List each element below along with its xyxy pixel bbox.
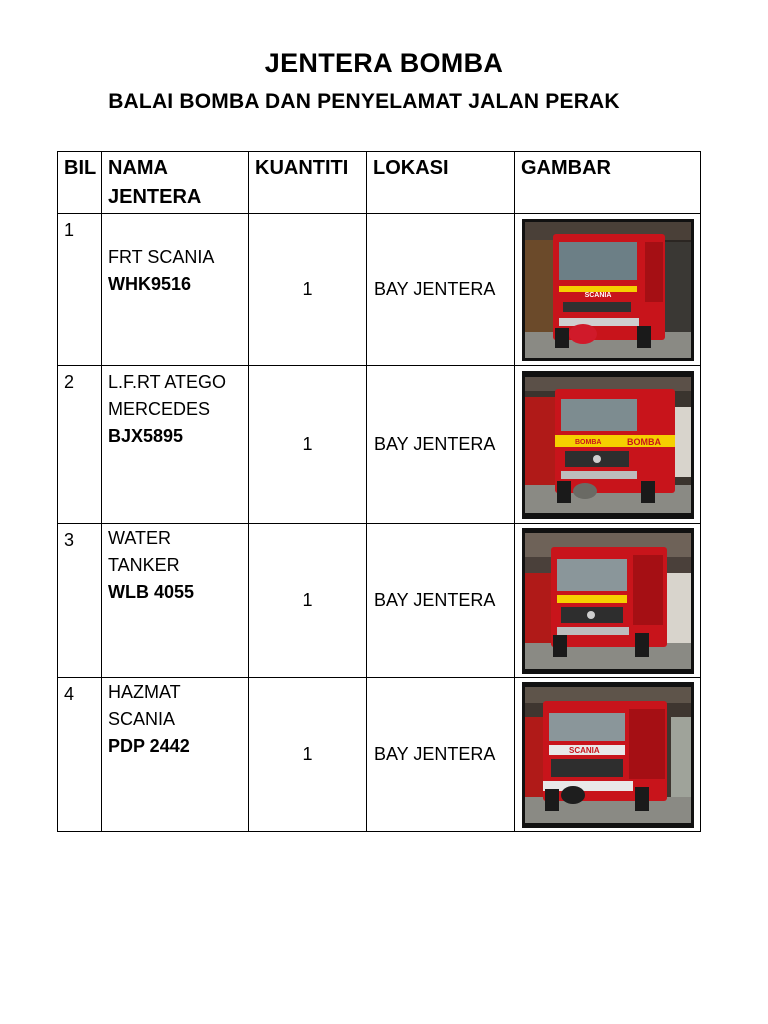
nama-jentera-cell [102,214,249,366]
kuantiti-cell: 1 [249,524,367,678]
table-header-row [58,152,701,214]
vehicle-plate: WHK9516 [108,274,192,294]
nama-jentera-cell: L.F.RT ATEGO MERCEDES BJX5895 [102,366,249,524]
bomba-text-right: BOMBA [626,436,661,447]
lokasi-cell: BAY JENTERA [367,214,515,366]
table-row [58,678,701,832]
gambar-cell [515,678,701,832]
fire-truck-atego-mercedes-photo [522,371,694,519]
vehicle-plate: BJX5895 [108,426,184,446]
page-subtitle: BALAI BOMBA DAN PENYELAMAT JALAN PERAK [108,90,620,113]
column-header-kuantiti: KUANTITI [249,152,367,214]
table-row [58,214,701,366]
column-header-lokasi: LOKASI [367,152,515,214]
lokasi-cell: BAY JENTERA [367,366,515,524]
gambar-cell [515,366,701,524]
fire-truck-frt-scania-photo [522,219,694,361]
nama-jentera-cell: WATER TANKER WLB 4055 [102,524,249,678]
gambar-cell [515,524,701,678]
bil-cell: 3 [58,524,102,678]
vehicle-name: FRT SCANIA [108,247,215,267]
hazmat-scania-photo [522,682,694,828]
fire-engine-table [57,151,701,832]
kuantiti-cell: 1 [249,214,367,366]
table-row [58,524,701,678]
water-tanker-photo [522,528,694,674]
kuantiti-cell: 1 [249,366,367,524]
bomba-text-left: BOMBA [574,438,601,446]
kuantiti-cell: 1 [249,678,367,832]
nama-jentera-cell: HAZMAT SCANIA PDP 2442 [102,678,249,832]
lokasi-cell: BAY JENTERA [367,524,515,678]
page-title: JENTERA BOMBA [264,48,504,78]
bil-cell: 2 [58,366,102,524]
scania-text: SCANIA [568,745,600,755]
scania-text: SCANIA [584,291,611,299]
gambar-cell [515,214,701,366]
lokasi-cell: BAY JENTERA [367,678,515,832]
column-header-nama-jentera: NAMA JENTERA [102,152,249,214]
bil-cell: 1 [58,214,102,366]
column-header-gambar: GAMBAR [515,152,701,214]
column-header-bil: BIL [58,152,102,214]
table-row [58,366,701,524]
vehicle-plate: PDP 2442 [108,736,190,756]
bil-cell: 4 [58,678,102,832]
vehicle-plate: WLB 4055 [108,582,195,602]
